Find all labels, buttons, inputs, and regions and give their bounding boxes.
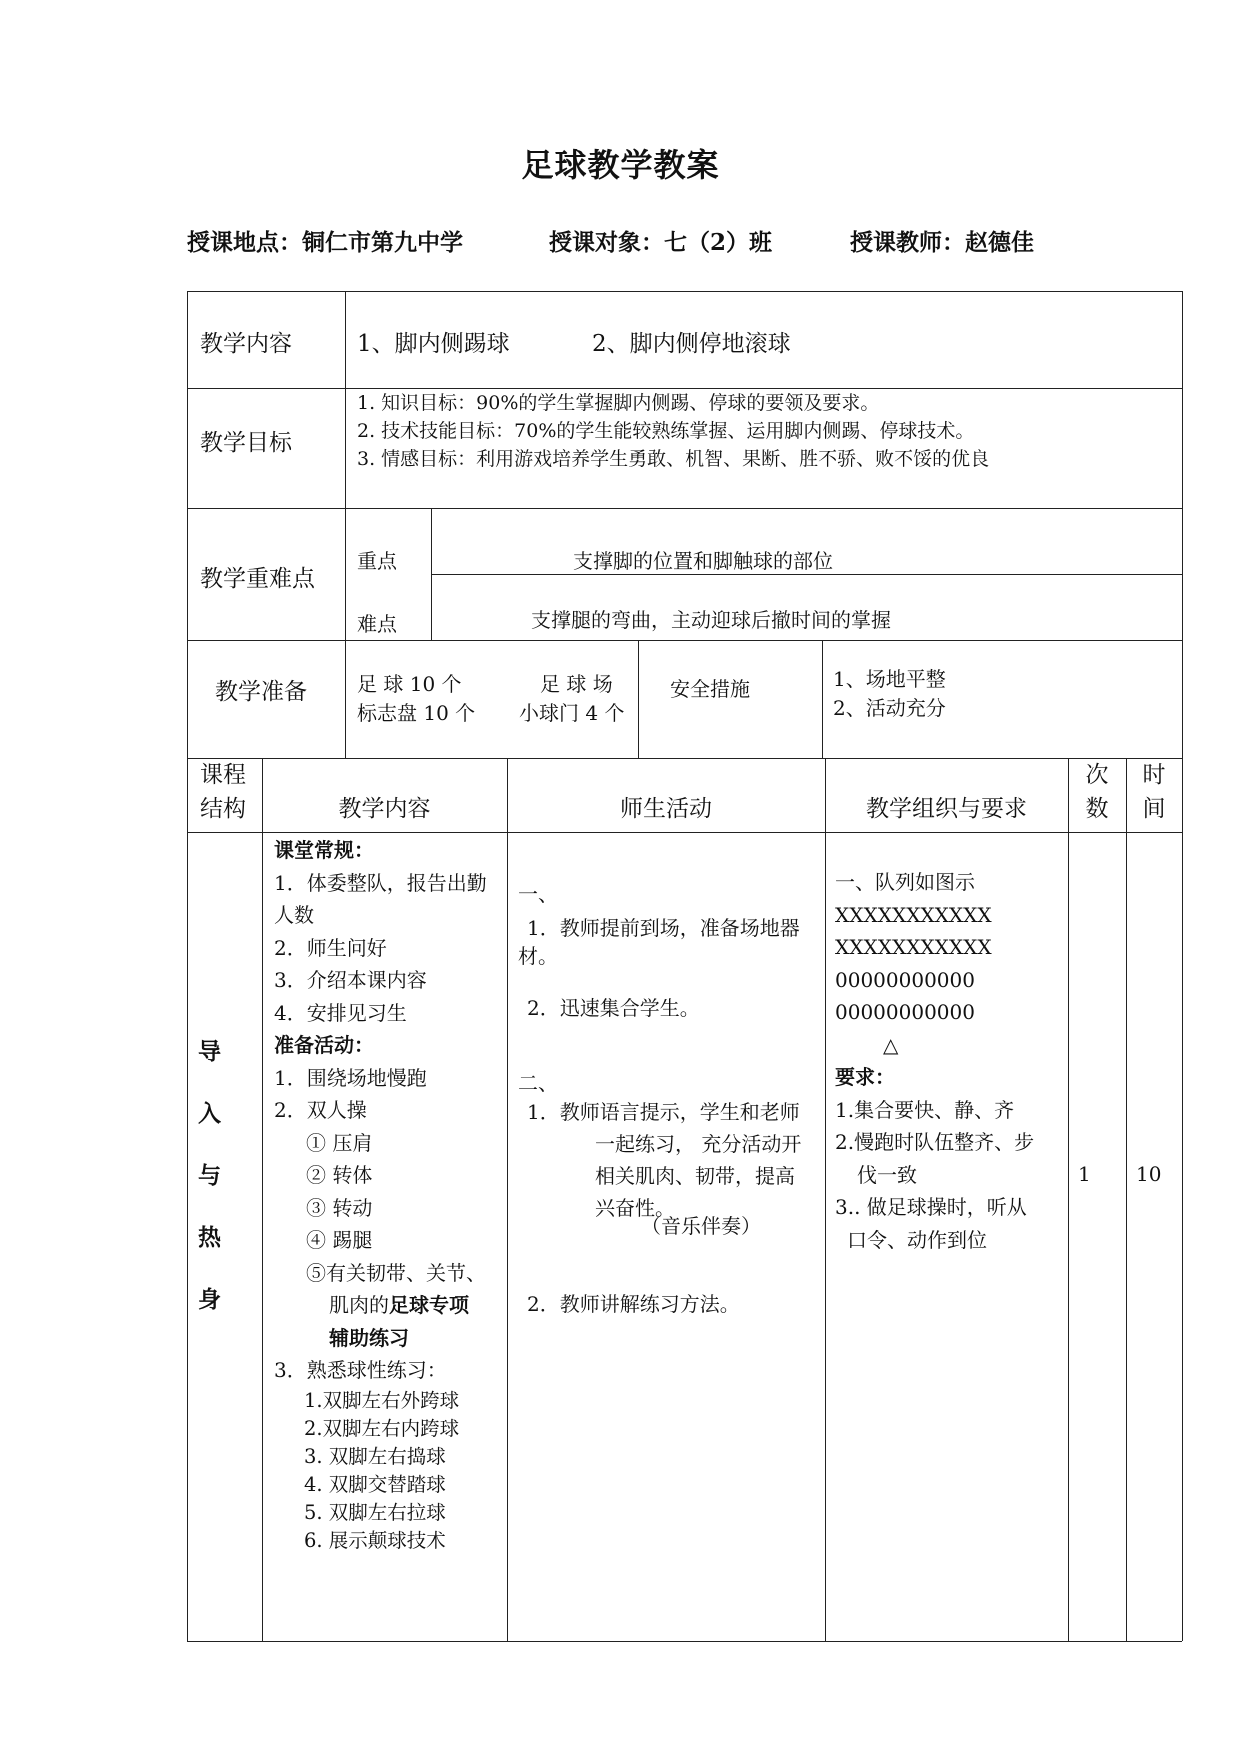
- requirement-item: 1.集合要快、静、齐: [835, 1097, 1015, 1122]
- routine-title: 课堂常规：: [274, 838, 374, 862]
- equipment-item: 标志盘 10 个: [357, 701, 476, 725]
- pair-item-tail: 肌肉的足球专项: [329, 1293, 469, 1317]
- routine-item: 人数: [274, 903, 314, 927]
- requirement-item: 3.. 做足球操时，听从: [835, 1195, 1027, 1219]
- lesson-target: 授课对象：七（2）班: [549, 229, 773, 256]
- routine-item: 2．师生问好: [274, 935, 387, 960]
- header-time: 时 间: [1142, 762, 1166, 822]
- duration-minutes: 10: [1136, 1162, 1162, 1186]
- requirement-item: 2.慢跑时队伍整齐、步: [835, 1130, 1035, 1154]
- requirement-item: 口令、动作到位: [847, 1227, 987, 1252]
- music-note: （音乐伴奏）: [641, 1214, 761, 1238]
- activity-one-item-2: 2．迅速集合学生。: [527, 996, 700, 1020]
- activity-one-item-1-cont: 材。: [518, 944, 558, 968]
- header-content: 教学内容: [338, 796, 431, 822]
- ball-item: 5. 双脚左右拉球: [304, 1500, 446, 1524]
- content-column: [274, 834, 504, 1555]
- focus-label: 重点: [357, 549, 397, 573]
- equipment-item: 足 球 10 个: [357, 672, 462, 696]
- ball-item: 2.双脚左右内跨球: [304, 1416, 460, 1440]
- activity-one-heading: 一、: [518, 882, 558, 906]
- pair-item: ③ 转动: [306, 1195, 373, 1220]
- pair-item: ① 压肩: [306, 1130, 373, 1155]
- warmup-title: 准备活动：: [274, 1033, 374, 1057]
- content-item-2: 2、脚内侧停地滚球: [592, 331, 791, 357]
- header-organization: 教学组织与要求: [866, 796, 1027, 822]
- ball-item: 6. 展示颠球技术: [304, 1528, 446, 1552]
- activity-two-item-1: 1．教师语言提示，学生和老师 一起练习， 充分活动开 相关肌肉、韧带，提高 兴奋性。: [527, 1100, 802, 1220]
- requirements-title: 要求：: [835, 1065, 895, 1089]
- ball-title: 3．熟悉球性练习：: [274, 1358, 447, 1382]
- lesson-teacher: 授课教师：赵德佳: [850, 229, 1034, 256]
- teacher-position-icon: △: [883, 1032, 899, 1057]
- safety-item: 1、场地平整: [833, 667, 946, 691]
- ball-list: [274, 1387, 504, 1555]
- page-title: 足球教学教案: [521, 146, 720, 184]
- formation-title: 一、队列如图示: [835, 870, 975, 894]
- pair-item: ② 转体: [306, 1163, 373, 1187]
- equipment-item: 小球门 4 个: [519, 701, 625, 725]
- activity-one-item-1: 1．教师提前到场，准备场地器: [527, 916, 800, 940]
- organization-column: [835, 866, 1034, 1256]
- goals-list: [357, 389, 1177, 473]
- warmup-item: 1．围绕场地慢跑: [274, 1065, 427, 1090]
- ball-item: 3. 双脚左右捣球: [304, 1444, 446, 1468]
- difficulty-text: 支撑腿的弯曲，主动迎球后撤时间的掌握: [531, 608, 891, 632]
- requirement-item: 伐一致: [857, 1162, 917, 1187]
- goal-item: 3. 情感目标：利用游戏培养学生勇敢、机智、果断、胜不骄、败不馁的优良: [357, 448, 990, 470]
- difficulty-label: 难点: [357, 612, 397, 636]
- formation-row: XXXXXXXXXXX: [835, 902, 992, 927]
- safety-list: [833, 665, 946, 723]
- keypoints-label: 教学重难点: [200, 566, 315, 592]
- activity-two-item-2: 2．教师讲解练习方法。: [527, 1292, 740, 1316]
- ball-item: 4. 双脚交替踏球: [304, 1472, 446, 1496]
- goal-item: 1. 知识目标：90%的学生掌握脚内侧踢、停球的要领及要求。: [357, 392, 880, 414]
- equipment-item: 足 球 场: [540, 672, 613, 696]
- safety-label: 安全措施: [670, 677, 750, 701]
- routine-item: 4．安排见习生: [274, 1000, 407, 1025]
- formation-row: XXXXXXXXXXX: [835, 935, 992, 959]
- formation-row: 00000000000: [835, 967, 975, 992]
- content-item-1: 1、脚内侧踢球: [357, 331, 510, 357]
- pair-item-tail-2: 辅助练习: [329, 1325, 409, 1350]
- pair-item: ④ 踢腿: [306, 1228, 373, 1252]
- lesson-location: 授课地点：铜仁市第九中学: [187, 229, 463, 256]
- activity-two-heading: 二、: [518, 1071, 558, 1095]
- prep-label: 教学准备: [215, 679, 307, 705]
- warmup-item: 2．双人操: [274, 1098, 367, 1122]
- header-structure: 课程 结构: [200, 762, 246, 822]
- pair-item: ⑤有关韧带、关节、: [306, 1260, 486, 1285]
- routine-item: 1．体委整队，报告出勤: [274, 870, 487, 895]
- content-label: 教学内容: [200, 331, 292, 357]
- repetition-count: 1: [1078, 1162, 1091, 1186]
- goal-item: 2. 技术技能目标：70%的学生能较熟练掌握、运用脚内侧踢、停球技术。: [357, 420, 975, 442]
- header-count: 次 数: [1085, 762, 1109, 822]
- routine-item: 3．介绍本课内容: [274, 968, 427, 992]
- formation-row: 00000000000: [835, 1000, 975, 1024]
- stage-name: 导 入 与 热 身: [198, 1038, 221, 1313]
- focus-text: 支撑脚的位置和脚触球的部位: [573, 549, 833, 573]
- goals-label: 教学目标: [200, 430, 292, 456]
- ball-item: 1.双脚左右外跨球: [304, 1388, 460, 1412]
- header-activity: 师生活动: [620, 796, 712, 822]
- safety-item: 2、活动充分: [833, 696, 946, 720]
